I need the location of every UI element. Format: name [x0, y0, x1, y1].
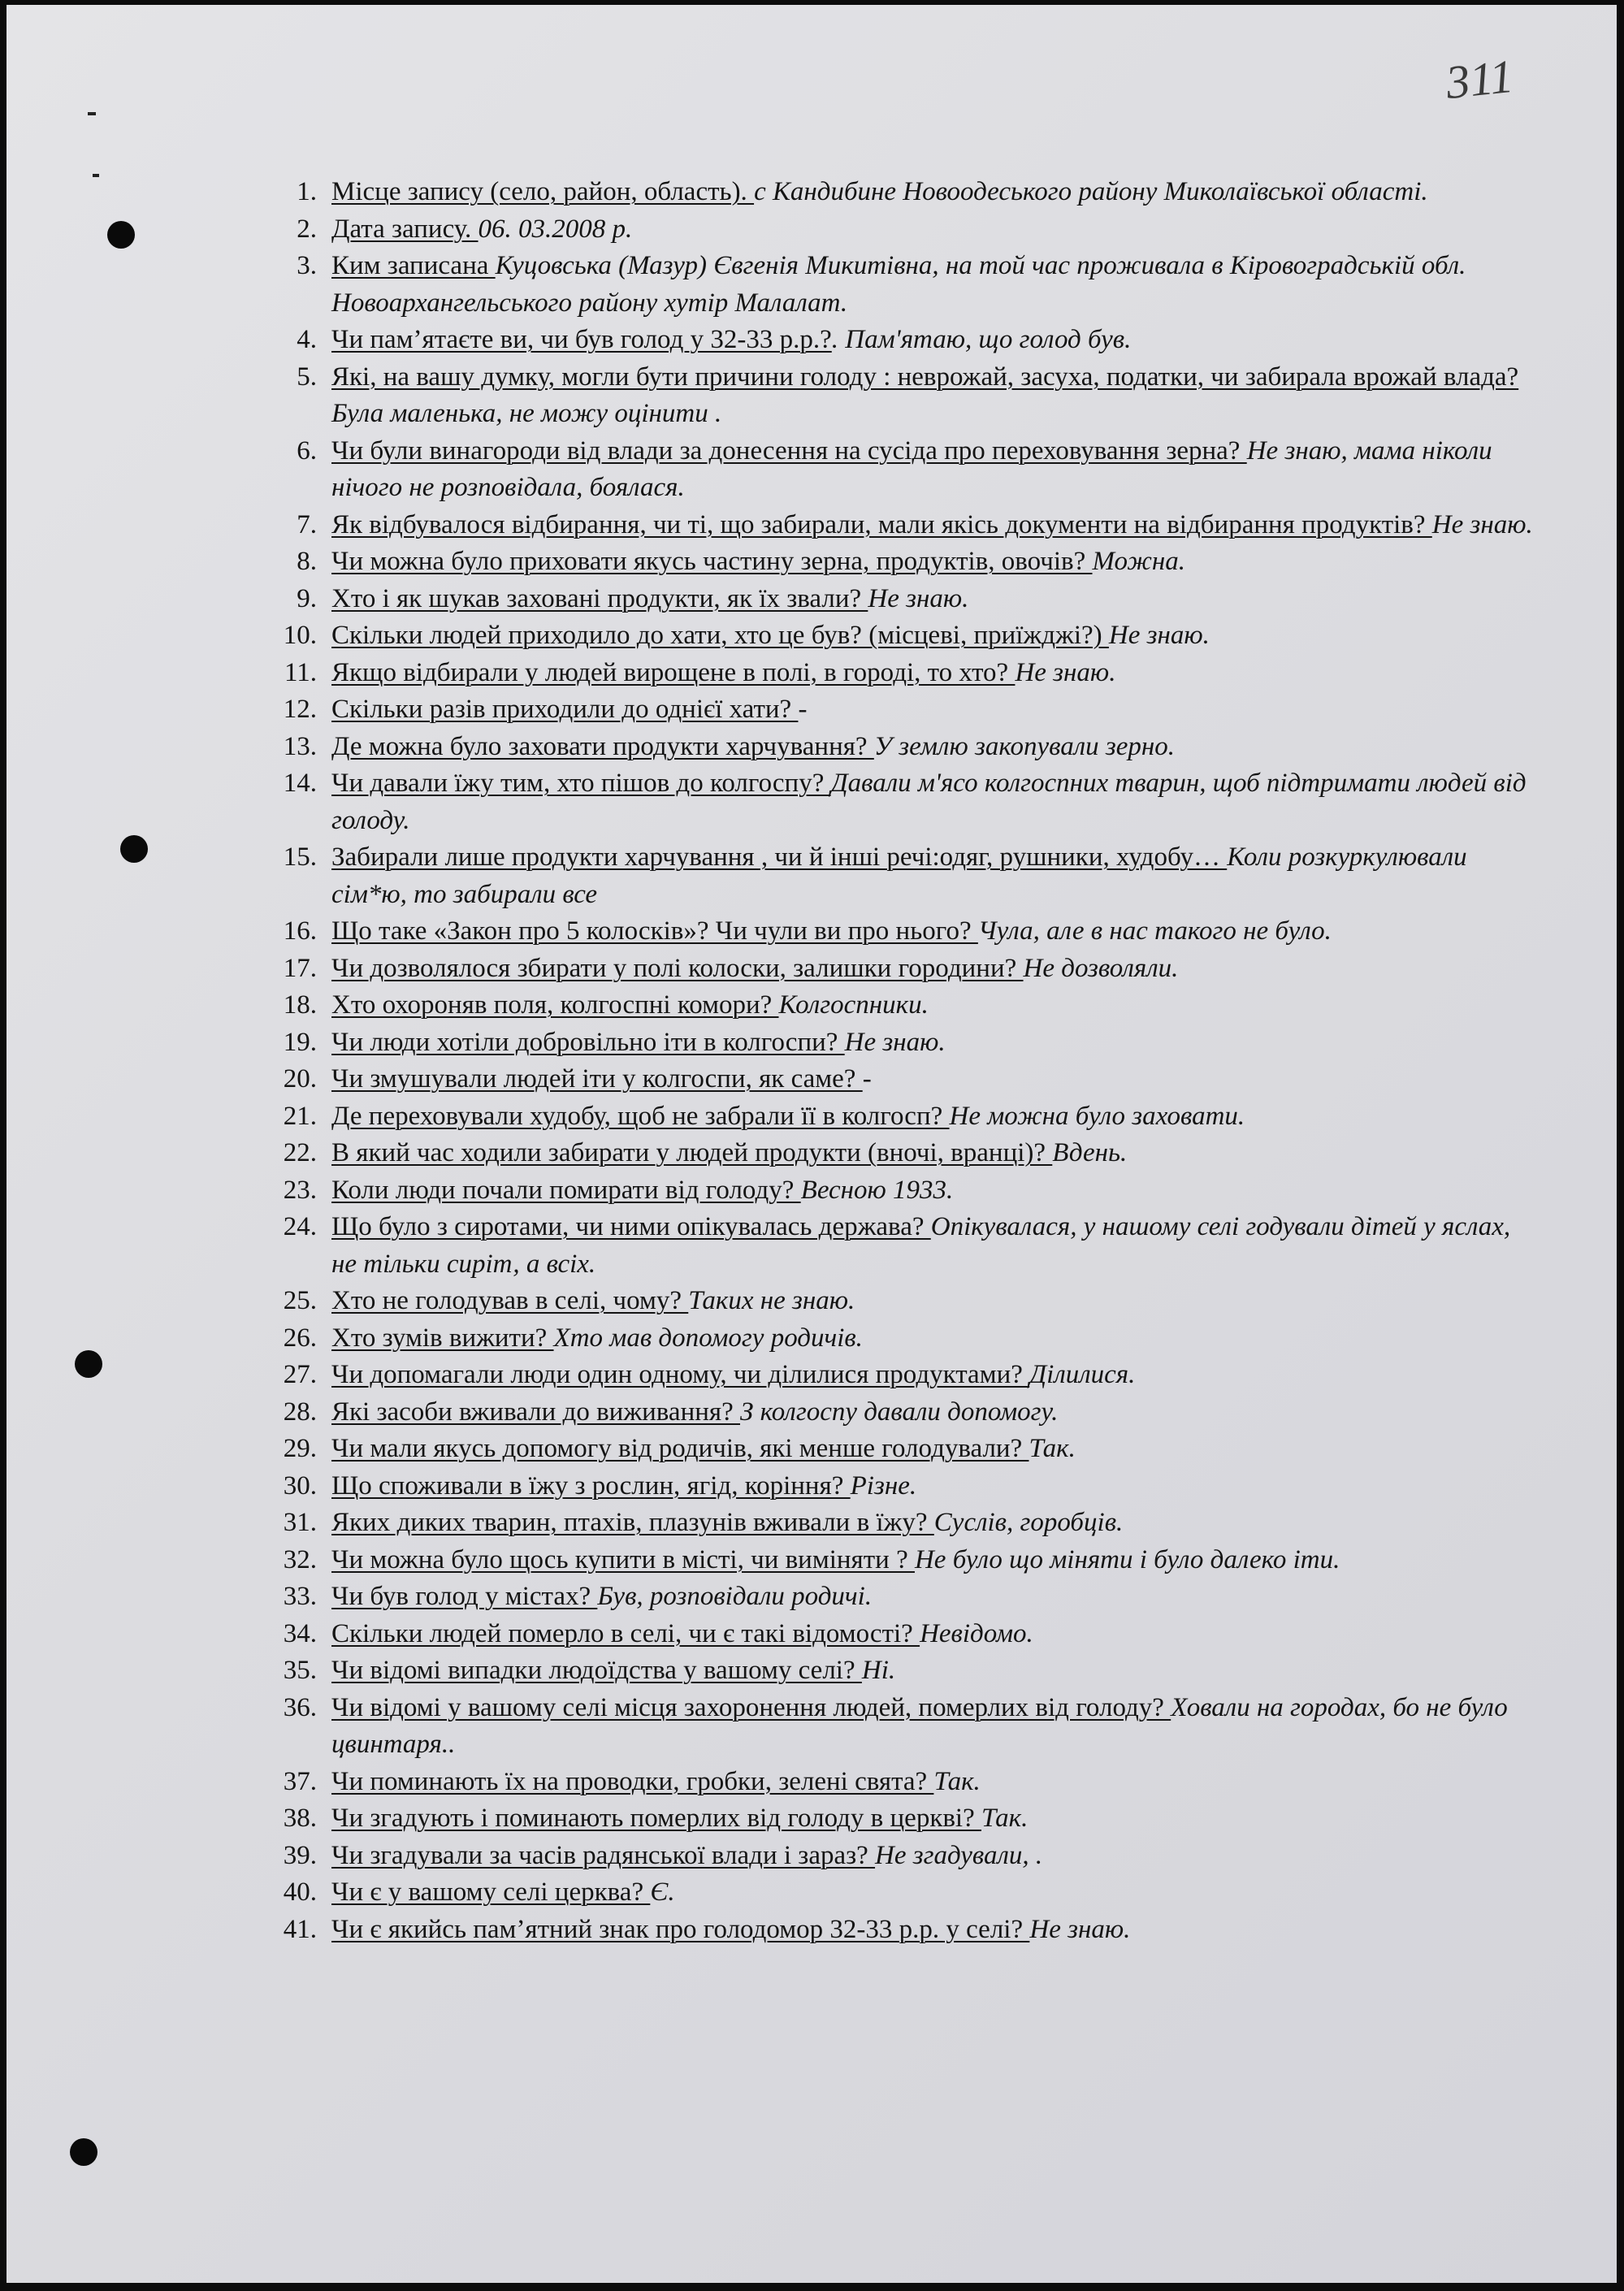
question-number: 7. — [297, 509, 317, 539]
scan-mark — [88, 112, 96, 115]
punch-hole — [75, 1350, 102, 1378]
punch-hole — [120, 835, 148, 863]
question-item — [275, 1283, 1542, 1320]
answer-text: Таких не знаю. — [688, 1286, 855, 1315]
answer-text: с Кандибине Новоодеського району Миколаївської області. — [754, 177, 1428, 206]
question-number: 29. — [283, 1434, 317, 1463]
question-text: Чи поминають їх на проводки, гробки, зелені свята? — [331, 1766, 934, 1796]
question-text: Чи є якийсь пам’ятний знак про голодомор 32-33 р.р. у селі? — [331, 1914, 1030, 1944]
question-number: 38. — [283, 1804, 317, 1833]
question-item — [275, 1098, 1542, 1136]
question-number: 12. — [283, 695, 317, 724]
punch-hole — [107, 221, 135, 249]
answer-text: Не було що міняти і було далеко іти. — [914, 1544, 1340, 1574]
question-number: 14. — [283, 769, 317, 798]
answer-text: Ні. — [861, 1656, 896, 1685]
answer-text: Так. — [1029, 1434, 1076, 1463]
question-text: Чи були винагороди від влади за донесення на сусіда про переховування зерна? — [331, 435, 1247, 466]
question-number: 26. — [283, 1323, 317, 1353]
question-text: Де можна було заховати продукти харчування? — [331, 731, 874, 761]
document-page — [6, 5, 1617, 2283]
question-item — [275, 1357, 1542, 1394]
answer-text: 06. 03.2008 р. — [478, 214, 633, 244]
question-item — [275, 1838, 1542, 1875]
answer-text: Не згадували, . — [875, 1840, 1043, 1870]
question-number: 17. — [283, 953, 317, 983]
question-item — [275, 544, 1542, 581]
question-item — [275, 691, 1542, 729]
question-item — [275, 1652, 1542, 1690]
answer-text: Є. — [650, 1877, 675, 1907]
question-text: Чи був голод у містах? — [331, 1582, 598, 1611]
question-item — [275, 211, 1542, 249]
answer-text: Не знаю, мама ніколи нічого не розповідала, боялася. — [331, 435, 1492, 502]
question-number: 30. — [283, 1470, 317, 1501]
question-text: Що було з сиротами, чи ними опікувалась держава? — [331, 1212, 931, 1241]
question-number: 2. — [297, 214, 317, 244]
answer-text: Не знаю. — [1029, 1914, 1131, 1944]
question-text: Чи мали якусь допомогу від родичів, які менше голодували? — [331, 1434, 1029, 1463]
question-text: Чи змушували людей іти у колгоспи, як саме? — [331, 1064, 863, 1094]
question-number: 37. — [283, 1766, 317, 1796]
answer-text: Суслів, горобців. — [933, 1508, 1124, 1537]
question-item — [275, 951, 1542, 988]
question-number: 4. — [297, 325, 317, 354]
answer-text: Колгоспники. — [778, 990, 929, 1020]
question-number: 11. — [284, 657, 317, 687]
question-text: Чи можна було щось купити в місті, чи виміняти ? — [331, 1544, 915, 1574]
question-number: 5. — [297, 362, 317, 392]
question-item — [275, 433, 1542, 507]
question-number: 3. — [297, 251, 317, 280]
question-text: Яких диких тварин, птахів, плазунів вживали в їжу? — [331, 1508, 934, 1537]
question-item — [275, 1912, 1542, 1949]
question-item — [275, 1172, 1542, 1210]
question-text: Чи можна було приховати якусь частину зерна, продуктів, овочів? — [331, 547, 1093, 576]
question-number: 24. — [283, 1212, 317, 1241]
question-text: Які, на вашу думку, могли бути причини голоду : неврожай, засуха, податки, чи забирала врожай влада? — [331, 362, 1519, 392]
answer-text: Коли розкуркулювали сім*ю, то забирали все — [331, 842, 1467, 909]
answer-text: Опікувалася, у нашому селі годували дітей у яслах, не тільки сиріт, а всіх. — [331, 1212, 1511, 1279]
question-item — [275, 1616, 1542, 1653]
question-number: 8. — [297, 547, 317, 576]
question-text: Хто зумів вижити? — [331, 1323, 554, 1353]
question-item — [275, 839, 1542, 913]
question-text: Хто і як шукав заховані продукти, як їх звали? — [331, 583, 868, 613]
question-item — [275, 322, 1542, 359]
answer-text: Не знаю. — [1108, 621, 1210, 650]
question-text: Чи відомі випадки людоїдства у вашому селі? — [331, 1656, 862, 1685]
question-text: Чи згадують і поминають померлих від голоду в церкві? — [331, 1804, 981, 1833]
question-number: 6. — [297, 435, 317, 466]
question-text: Чи є у вашому селі церква? — [331, 1877, 651, 1907]
question-number: 22. — [283, 1138, 317, 1167]
question-text: Що споживали в їжу з рослин, ягід, коріння? — [331, 1470, 851, 1501]
answer-text: Різне. — [850, 1470, 917, 1501]
answer-text: Була маленька, не можу оцінити . — [331, 399, 722, 428]
answer-text: Весною 1933. — [800, 1175, 954, 1205]
question-number: 36. — [283, 1692, 317, 1722]
question-item — [275, 913, 1542, 951]
question-item — [275, 1579, 1542, 1616]
answer-text: Не знаю. — [1015, 657, 1116, 687]
question-item — [275, 248, 1542, 322]
answer-text: Не можна було заховати. — [949, 1101, 1245, 1131]
question-number: 27. — [283, 1360, 317, 1389]
question-text: Хто не голодував в селі, чому? — [331, 1286, 689, 1315]
answer-text: Давали м'ясо колгоспних тварин, щоб підтримати людей від голоду. — [331, 769, 1527, 835]
answer-text: Не знаю. — [844, 1027, 946, 1057]
question-item — [275, 987, 1542, 1024]
page-number: 311 — [1443, 49, 1516, 110]
question-number: 10. — [283, 621, 317, 650]
answer-text: Не дозволяли. — [1023, 953, 1179, 983]
question-number: 9. — [297, 583, 317, 613]
answer-text: Так. — [933, 1766, 981, 1796]
answer-text: Ховали на городах, бо не було цвинтаря.. — [331, 1692, 1508, 1759]
question-text: Як відбувалося відбирання, чи ті, що забирали, мали якісь документи на відбирання продуктів? — [331, 509, 1432, 539]
answer-text: . Пам'ятаю, що голод був. — [831, 325, 1132, 354]
answer-text: Не знаю. — [1431, 509, 1533, 539]
question-item — [275, 617, 1542, 655]
question-text: Хто охороняв поля, колгоспні комори? — [331, 990, 779, 1020]
question-text: Якщо відбирали у людей вирощене в полі, в городі, то хто? — [331, 657, 1016, 687]
question-item — [275, 1468, 1542, 1505]
question-item — [275, 1505, 1542, 1542]
answer-text: Не знаю. — [868, 583, 969, 613]
question-number: 20. — [283, 1064, 317, 1094]
question-text: Чи згадували за часів радянської влади і зараз? — [331, 1840, 876, 1870]
question-item — [275, 359, 1542, 433]
question-text: Коли люди почали помирати від голоду? — [331, 1175, 801, 1205]
answer-text: - — [798, 695, 808, 724]
question-text: В який час ходили забирати у людей продукти (вночі, вранці)? — [331, 1138, 1053, 1167]
answer-text: Так. — [981, 1804, 1029, 1833]
answer-text: Чула, але в нас такого не було. — [977, 916, 1332, 946]
punch-hole — [70, 2138, 97, 2166]
question-text: Ким записана — [331, 251, 496, 280]
question-number: 32. — [283, 1544, 317, 1574]
question-text: Чи відомі у вашому селі місця захоронення людей, померлих від голоду? — [331, 1692, 1171, 1722]
question-item — [275, 1320, 1542, 1358]
answer-text: Був, розповідали родичі. — [597, 1582, 873, 1611]
answer-text: Невідомо. — [920, 1618, 1033, 1648]
question-text: Що таке «Закон про 5 колосків»? Чи чули ви про нього? — [331, 916, 978, 946]
question-text: Чи пам’ятаєте ви, чи був голод у 32-33 р.р.? — [331, 325, 832, 354]
question-number: 31. — [283, 1508, 317, 1537]
question-number: 33. — [283, 1582, 317, 1611]
question-item — [275, 1690, 1542, 1764]
question-text: Скільки людей приходило до хати, хто це був? (місцеві, приїжджі?) — [331, 621, 1109, 650]
question-text: Де переховували худобу, щоб не забрали її в колгосп? — [331, 1101, 950, 1131]
question-item — [275, 1394, 1542, 1431]
question-text: Чи давали їжу тим, хто пішов до колгоспу? — [331, 769, 831, 798]
question-item — [275, 765, 1542, 839]
question-number: 1. — [297, 177, 317, 206]
question-item — [275, 507, 1542, 544]
question-number: 25. — [283, 1286, 317, 1315]
question-text: Які засоби вживали до виживання? — [331, 1397, 740, 1427]
question-item — [275, 1874, 1542, 1912]
question-item — [275, 1209, 1542, 1283]
question-item — [275, 1542, 1542, 1579]
question-item — [275, 655, 1542, 692]
question-number: 28. — [283, 1397, 317, 1427]
question-text: Скільки разів приходили до однієї хати? — [331, 695, 799, 724]
question-item — [275, 1061, 1542, 1098]
answer-text: Куцовська (Мазур) Євгенія Микитівна, на той час проживала в Кіровоградській обл. Новоархангельського району хутір Малалат. — [331, 251, 1466, 318]
answer-text: Можна. — [1092, 547, 1186, 576]
question-item — [275, 581, 1542, 618]
question-number: 16. — [283, 916, 317, 946]
question-number: 23. — [283, 1175, 317, 1205]
question-item — [275, 1800, 1542, 1838]
question-number: 13. — [283, 731, 317, 761]
question-text: Чи люди хотіли добровільно іти в колгоспи? — [331, 1027, 845, 1057]
question-number: 40. — [283, 1877, 317, 1907]
question-number: 35. — [283, 1656, 317, 1685]
scan-mark — [93, 174, 99, 177]
question-number: 41. — [283, 1914, 317, 1944]
question-number: 39. — [283, 1840, 317, 1870]
question-number: 18. — [283, 990, 317, 1020]
question-text: Скільки людей померло в селі, чи є такі відомості? — [331, 1618, 920, 1648]
answer-text: - — [862, 1064, 872, 1094]
question-number: 15. — [283, 842, 317, 872]
answer-text: З колгоспу давали допомогу. — [739, 1397, 1059, 1427]
answer-text: Вдень. — [1052, 1138, 1128, 1167]
question-text: Чи дозволялося збирати у полі колоски, залишки городини? — [331, 953, 1024, 983]
answer-text: У землю закопували зерно. — [873, 731, 1176, 761]
questionnaire-list — [275, 174, 1542, 1948]
answer-text: Хто мав допомогу родичів. — [553, 1323, 863, 1353]
question-text: Чи допомагали люди один одному, чи ділилися продуктами? — [331, 1360, 1030, 1389]
question-item — [275, 1431, 1542, 1468]
question-item — [275, 729, 1542, 766]
question-text: Забирали лише продукти харчування , чи й інші речі:одяг, рушники, худобу… — [331, 842, 1228, 872]
question-number: 34. — [283, 1618, 317, 1648]
answer-text: Ділилися. — [1029, 1360, 1136, 1389]
question-number: 19. — [283, 1027, 317, 1057]
question-item — [275, 1024, 1542, 1062]
question-text: Місце запису (село, район, область). — [331, 177, 755, 206]
question-item — [275, 1764, 1542, 1801]
question-text: Дата запису. — [331, 214, 479, 244]
question-number: 21. — [283, 1101, 317, 1131]
question-item — [275, 174, 1542, 211]
question-item — [275, 1135, 1542, 1172]
